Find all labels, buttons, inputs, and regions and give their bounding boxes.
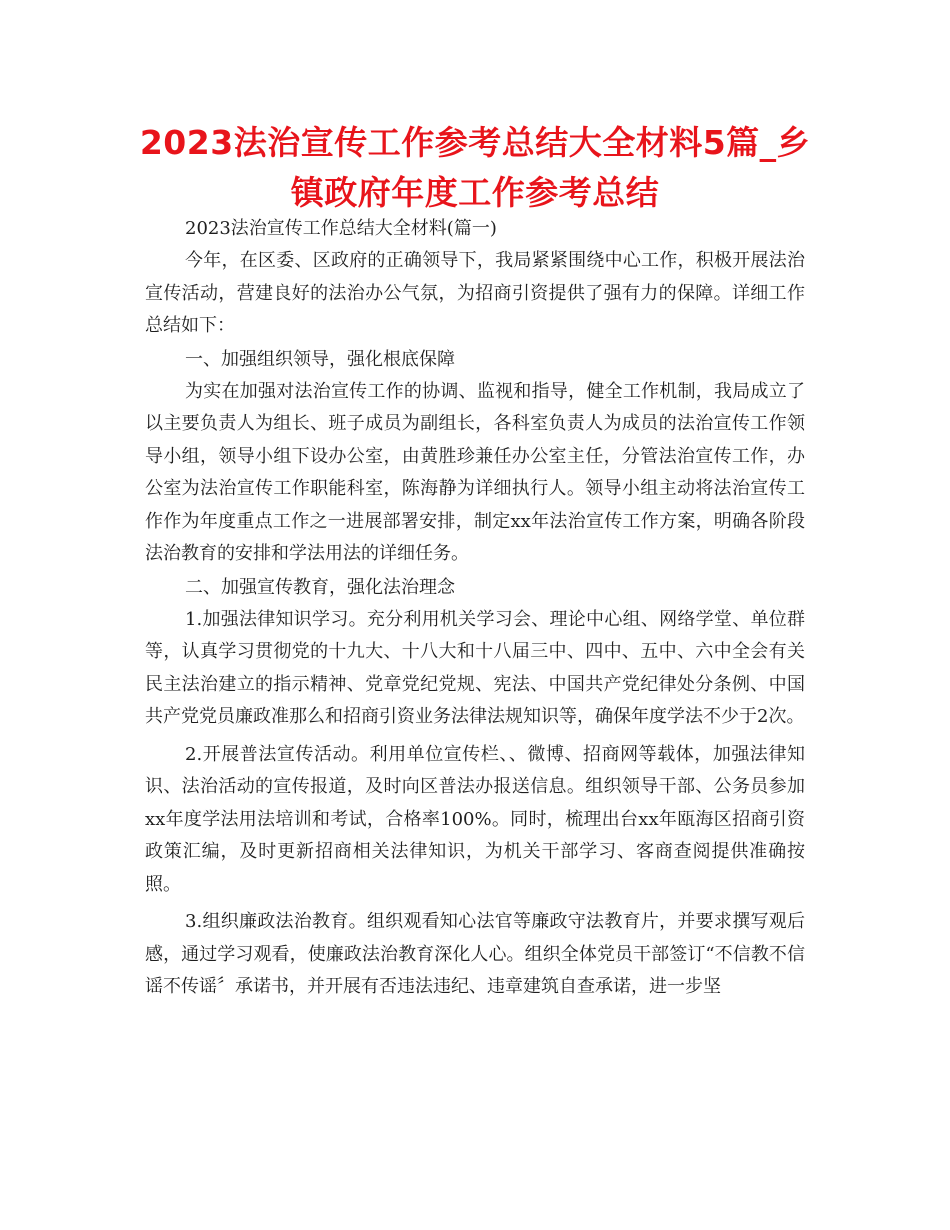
section-heading-1: 一、加强组织领导，强化根底保障: [185, 348, 455, 370]
paragraph-integrity: 3.组织廉政法治教育。组织观看知心法官等廉政守法教育片，并要求撰写观后感，通过学习观看，使廉政法治教育深化人心。组织全体党员干部签订“不信教不信谣不传谣〞承诺书，并开展有否违法违纪、违章建筑自查承诺，进一步坚: [145, 911, 805, 997]
document-body: [145, 212, 805, 1004]
paragraph-law-study: 1.加强法律知识学习。充分利用机关学习会、理论中心组、网络学堂、单位群等，认真学习贯彻党的十九大、十八大和十八届三中、四中、五中、六中全会有关民主法治建立的指示精神、党章党纪党规、宪法、中国共产党纪律处分条例、中国共产党党员廉政准那么和招商引资业务法律法规知识等，确保年度学法不少于2次。: [145, 608, 805, 727]
document-title: 2023法治宣传工作参考总结大全材料5篇_乡镇政府年度工作参考总结: [139, 123, 811, 212]
paragraph-organization: 为实在加强对法治宣传工作的协调、监视和指导，健全工作机制，我局成立了以主要负责人为组长、班子成员为副组长，各科室负责人为成员的法治宣传工作领导小组，领导小组下设办公室，由黄胜珍兼任办公室主任，分管法治宣传工作，办公室为法治宣传工作职能科室，陈海静为详细执行人。领导小组主动将法治宣传工作作为年度重点工作之一进展部署安排，制定xx年法治宣传工作方案，明确各阶段法治教育的安排和学法用法的详细任务。: [145, 380, 805, 564]
section-subtitle: 2023法治宣传工作总结大全材料(篇一): [185, 218, 497, 239]
section-heading-2: 二、加强宣传教育，强化法治理念: [185, 576, 455, 598]
paragraph-publicity: 2.开展普法宣传活动。利用单位宣传栏、、微博、招商网等载体，加强法律知识、法治活动的宣传报道，及时向区普法办报送信息。组织领导干部、公务员参加xx年度学法用法培训和考试，合格率100%。同时，梳理出台xx年瓯海区招商引资政策汇编，及时更新招商相关法律知识，为机关干部学习、客商查阅提供准确按照。: [145, 743, 805, 895]
paragraph-intro: 今年，在区委、区政府的正确领导下，我局紧紧围绕中心工作，积极开展法治宣传活动，营建良好的法治办公气氛，为招商引资提供了强有力的保障。详细工作总结如下：: [145, 250, 805, 336]
